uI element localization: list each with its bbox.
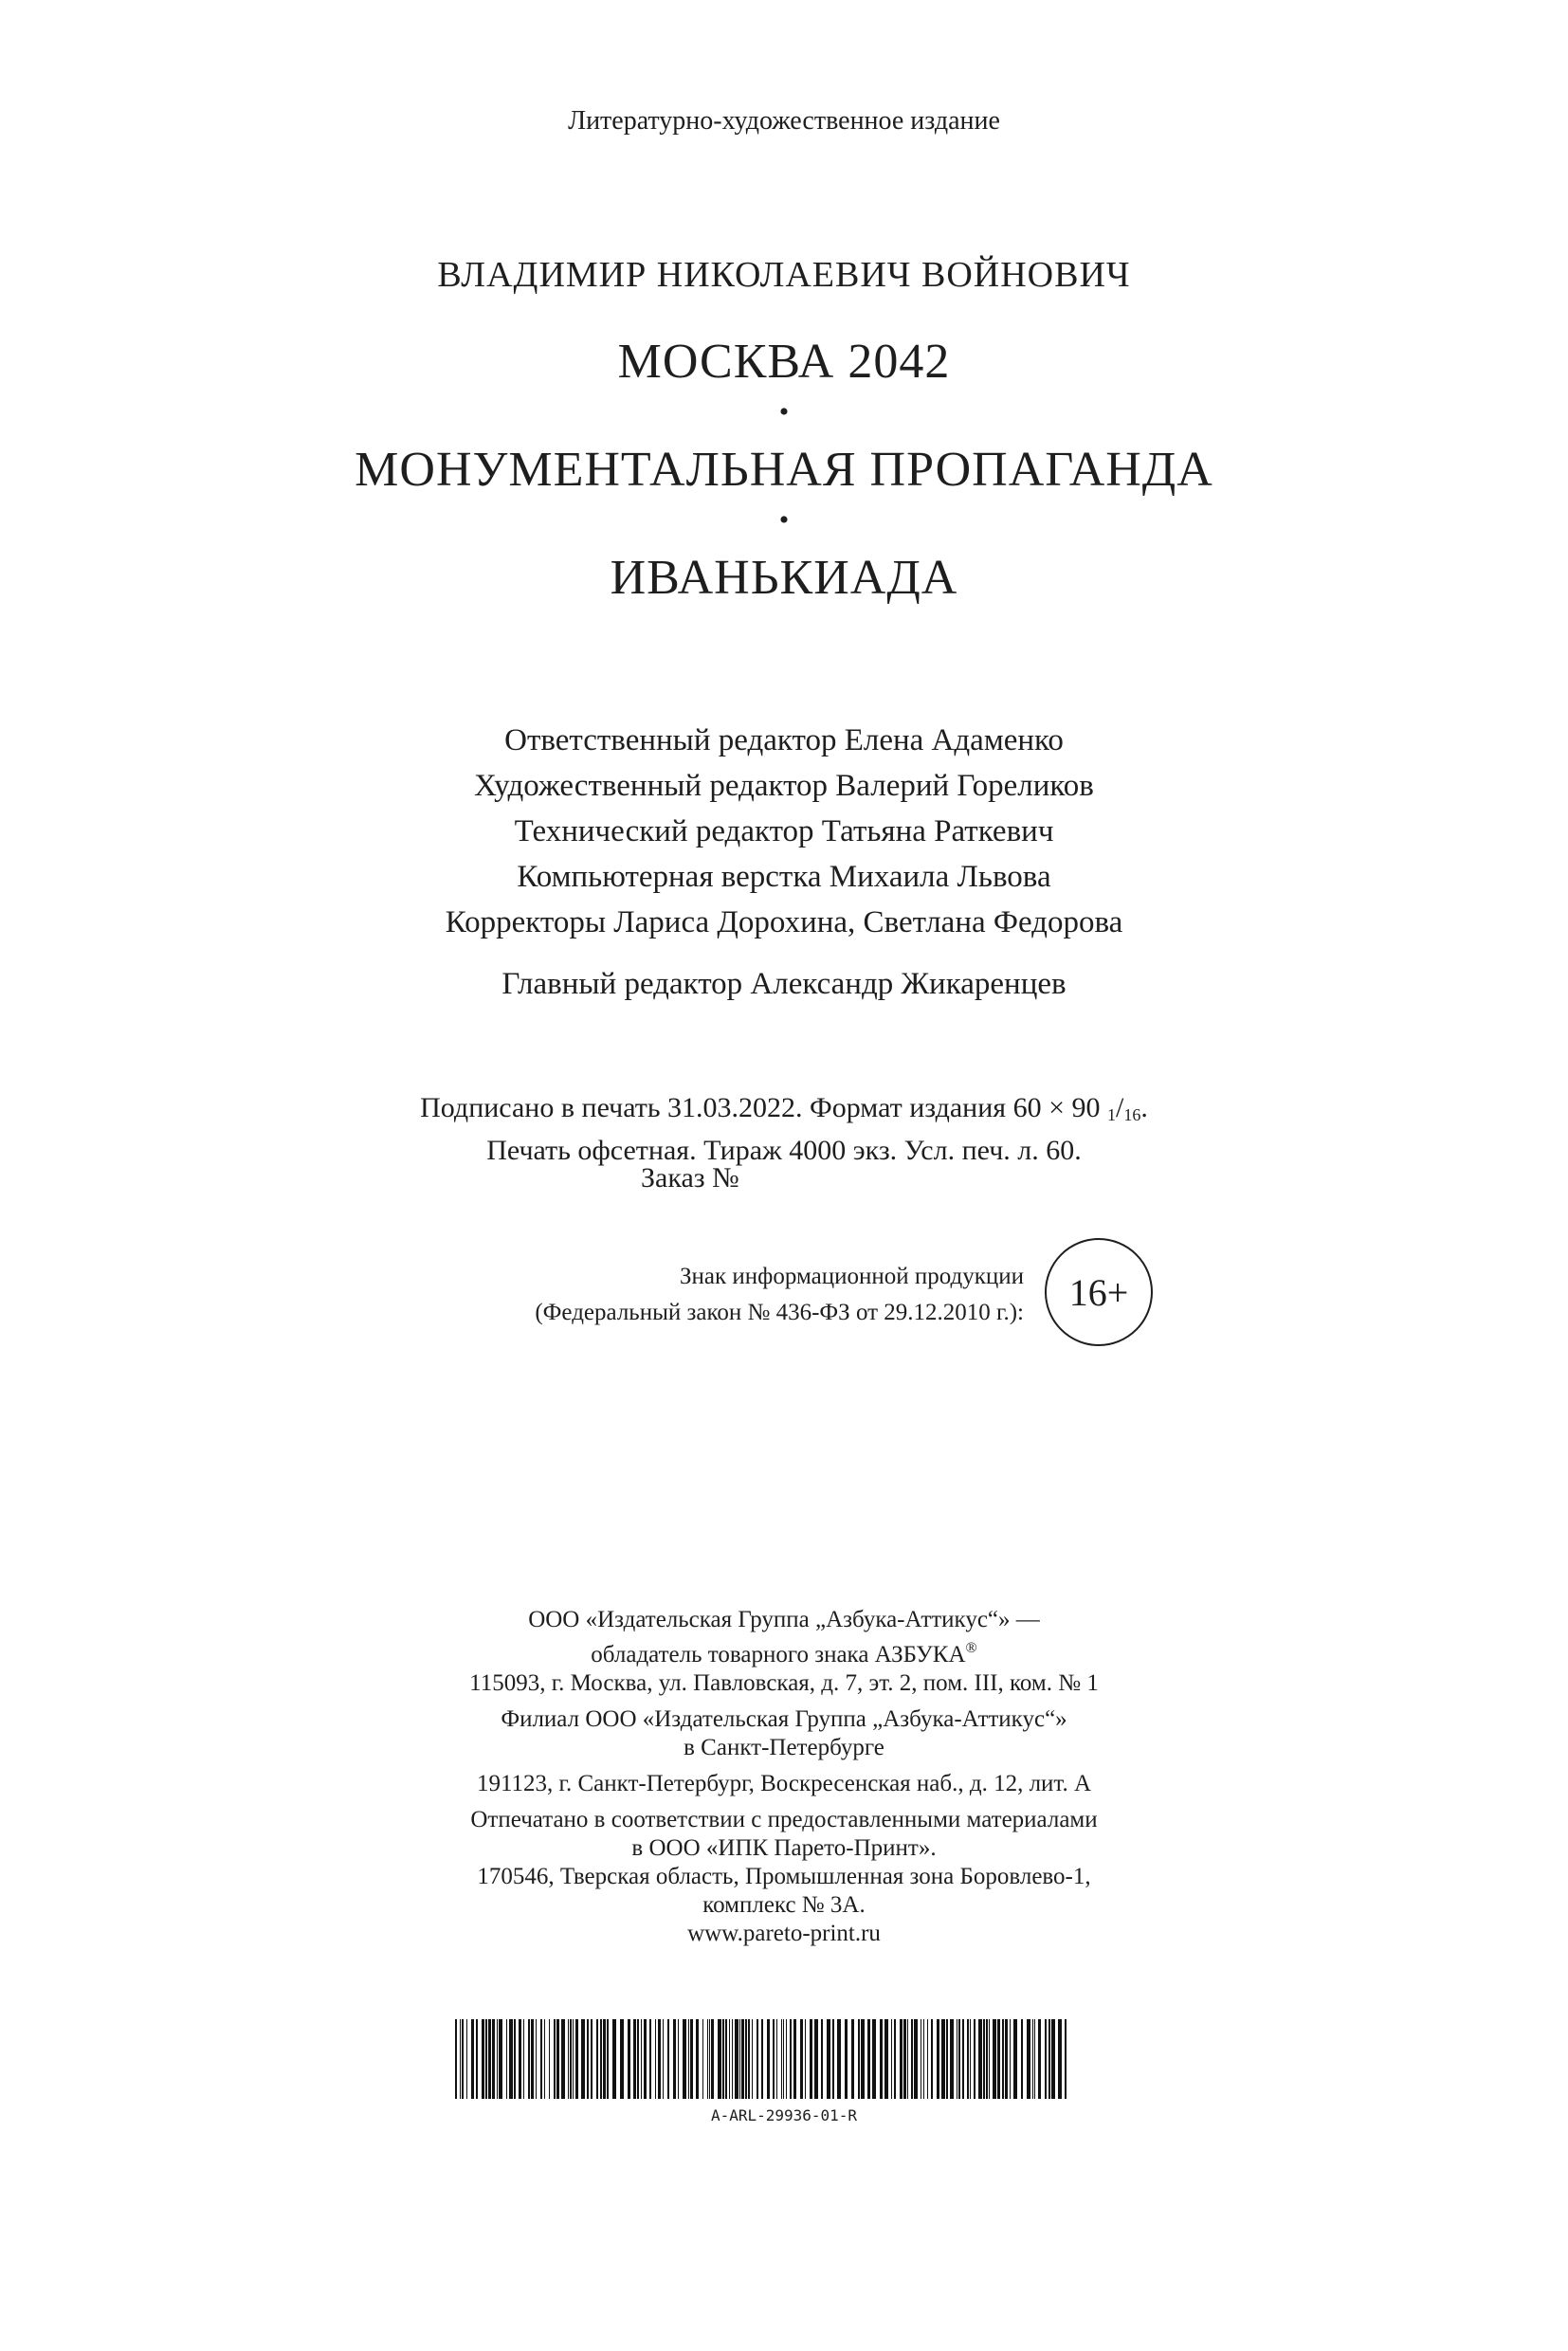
publisher-info — [0, 1606, 1568, 1948]
print-line-2: Печать офсетная. Тираж 4000 экз. Усл. печ. л. 60. — [486, 1135, 1082, 1166]
barcode-icon — [455, 2019, 1071, 2099]
title-moscow-2042: МОСКВА 2042 — [617, 335, 951, 389]
print-line-1-text: Подписано в печать 31.03.2022. Формат издания 60 × 90 — [420, 1092, 1108, 1123]
info-sign-line-1: Знак информационной продукции — [679, 1264, 1024, 1289]
branch-line: Филиал ООО «Издательская Группа „Азбука-Аттикус“» — [501, 1706, 1067, 1732]
publisher-address: 115093, г. Москва, ул. Павловская, д. 7, эт. 2, пом. III, ком. № 1 — [469, 1670, 1099, 1696]
chief-editor: Главный редактор Александр Жикаренцев — [501, 967, 1067, 1001]
barcode-code: A-ARL-29936-01-R — [710, 2106, 858, 2124]
printer-name: в ООО «ИПК Парето-Принт». — [631, 1835, 937, 1861]
print-line-1: Подписано в печать 31.03.2022. Формат издания 60 × 90 $^1/_{16}$. — [420, 1092, 1148, 1124]
age-rating-text: 16+ — [1068, 1270, 1129, 1314]
printer-address-2: комплекс № 3А. — [702, 1892, 866, 1918]
author-name: ВЛАДИМИР НИКОЛАЕВИЧ ВОЙНОВИЧ — [437, 255, 1131, 295]
branch-address: 191123, г. Санкт-Петербург, Воскресенская наб., д. 12, лит. А — [476, 1771, 1092, 1796]
info-sign-line-2: (Федеральный закон № 436-ФЗ от 29.12.2010 г.): — [535, 1300, 1024, 1325]
credits-list — [0, 718, 1568, 945]
info-sign-text — [379, 1259, 1024, 1331]
format-fraction-numerator: 1 — [1107, 1105, 1117, 1124]
print-info — [0, 1090, 1568, 1169]
credit-layout: Компьютерная верстка Михаила Львова — [517, 860, 1051, 894]
format-fraction-denominator: 16 — [1123, 1105, 1141, 1124]
order-number: Заказ № — [641, 1162, 739, 1194]
registered-mark: ® — [965, 1640, 977, 1656]
print-line-1-end: . — [1140, 1092, 1148, 1123]
title-separator: • — [778, 504, 790, 536]
title-separator: • — [778, 396, 790, 428]
age-rating-badge — [1045, 1238, 1153, 1346]
publisher-trademark-text: обладатель товарного знака АЗБУКА — [591, 1642, 966, 1668]
publisher-trademark-line — [0, 1634, 1568, 1669]
printer-website: www.pareto-print.ru — [687, 1921, 881, 1946]
credit-technical-editor: Технический редактор Татьяна Раткевич — [514, 814, 1054, 848]
branch-city: в Санкт-Петербурге — [684, 1735, 884, 1760]
credit-responsible-editor: Ответственный редактор Елена Адаменко — [504, 723, 1064, 757]
title-monumental-propaganda: МОНУМЕНТАЛЬНАЯ ПРОПАГАНДА — [355, 443, 1213, 497]
printer-address: 170546, Тверская область, Промышленная зона Боровлево-1, — [477, 1864, 1091, 1889]
publisher-line: ООО «Издательская Группа „Азбука-Аттикус“» — — [528, 1607, 1040, 1632]
title-ivankiada: ИВАНЬКИАДА — [610, 551, 958, 605]
credit-proofreaders: Корректоры Лариса Дорохина, Светлана Федорова — [445, 905, 1123, 939]
edition-type: Литературно-художественное издание — [568, 106, 1000, 136]
credit-art-editor: Художественный редактор Валерий Гореликов — [474, 769, 1094, 803]
printer-line: Отпечатано в соответствии с предоставленными материалами — [470, 1807, 1098, 1832]
